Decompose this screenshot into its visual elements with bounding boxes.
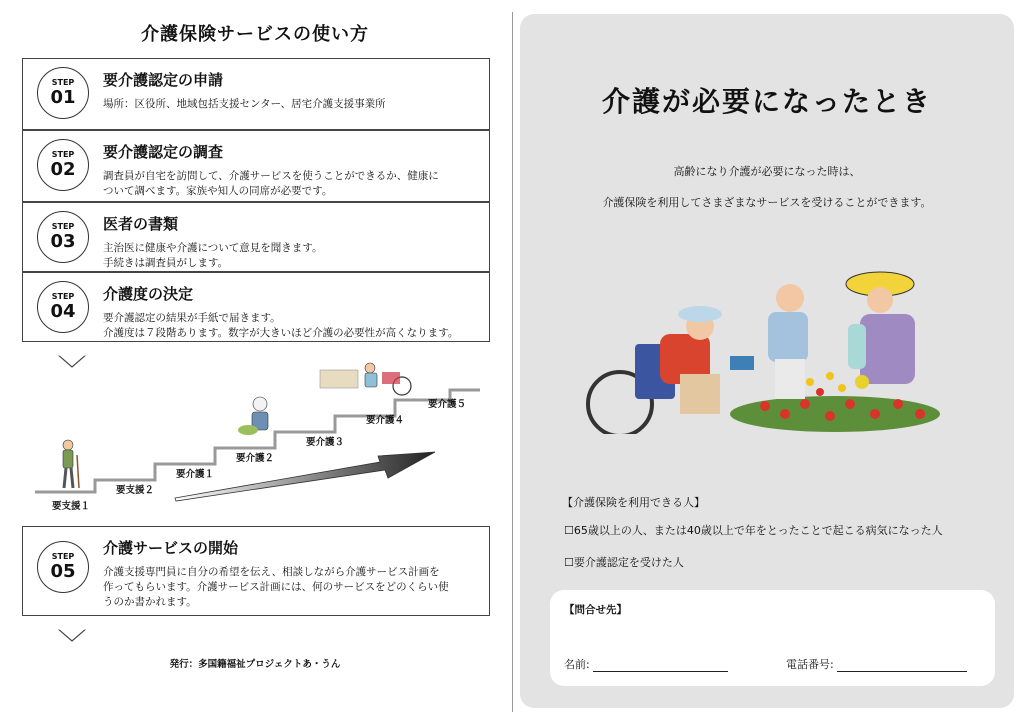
stairs-graphic — [30, 360, 500, 520]
level-label: 要介護４ — [366, 415, 405, 426]
step-04 — [22, 272, 490, 342]
step-description: 場所：区役所、地域包括支援センター、居宅介護支援事業所 — [103, 98, 386, 110]
step-05 — [22, 526, 490, 616]
page-divider — [512, 12, 513, 712]
eligibility-item: ☐要介護認定を受けた人 — [564, 556, 684, 569]
phone-field[interactable]: 電話番号: — [786, 656, 967, 672]
page-title: 介護保険サービスの使い方 — [141, 24, 369, 45]
elderly-seated-icon — [238, 397, 268, 435]
wheelchair-icon — [320, 363, 411, 395]
name-field[interactable]: 名前: — [564, 656, 728, 672]
contact-heading: 【問合せ先】 — [564, 604, 627, 616]
phone-blank-line[interactable] — [837, 659, 967, 672]
step-badge: STEP 05 — [37, 541, 89, 593]
step-title: 医者の書類 — [103, 215, 179, 233]
cover-title: 介護が必要になったとき — [601, 85, 932, 118]
right-page — [520, 14, 1014, 708]
contact-box — [550, 590, 995, 686]
level-label: 要支援１ — [52, 501, 91, 512]
eligibility-heading: 【介護保険を利用できる人】 — [562, 496, 705, 509]
publisher-footer: 発行：多国籍福祉プロジェクトあ・うん — [169, 659, 341, 670]
step-title: 介護サービスの開始 — [103, 539, 239, 557]
name-blank-line[interactable] — [593, 659, 728, 672]
intro-text: 高齢になり介護が必要になった時は、 介護保険を利用してさまざまなサービスを受けることができます。 — [602, 165, 932, 209]
level-label: 要介護２ — [236, 453, 275, 464]
step-description: 主治医に健康や介護について意見を聞きます。 手続きは調査員がします。 — [103, 242, 323, 269]
step-title: 要介護認定の調査 — [103, 143, 224, 161]
level-label: 要介護３ — [306, 437, 345, 448]
step-description: 調査員が自宅を訪問して、介護サービスを使うことができるか、健康に ついて調べます。家族や知人の同席が必要です。 — [103, 170, 439, 197]
care-level-stairs — [30, 360, 500, 520]
step-01 — [22, 58, 490, 130]
step-title: 介護度の決定 — [103, 285, 194, 303]
eligibility-item: ☐65歳以上の人、または40歳以上で年をとったことで起こる病気になった人 — [564, 524, 943, 537]
step-badge: STEP 01 — [37, 67, 89, 119]
step-description: 要介護認定の結果が手紙で届きます。 介護度は７段階あります。数字が大きいほど介護の必要性が高くなります。 — [103, 312, 459, 339]
step-badge: STEP 02 — [37, 139, 89, 191]
step-title: 要介護認定の申請 — [103, 71, 224, 89]
step-02 — [22, 130, 490, 202]
level-label: 要支援２ — [116, 485, 155, 496]
step-03 — [22, 202, 490, 272]
elderly-walking-icon — [63, 440, 79, 488]
step-badge: STEP 03 — [37, 211, 89, 263]
left-page — [0, 0, 510, 724]
step-badge: STEP 04 — [37, 281, 89, 333]
step-description: 介護支援専門員に自分の希望を伝え、相談しながら介護サービス計画を 作ってもらいます。介護サービス計画には、何のサービスをどのくらい使 うのか書かれます。 — [103, 566, 449, 608]
level-label: 要介護５ — [428, 399, 467, 410]
level-label: 要介護１ — [176, 469, 215, 480]
gardening-elders-illustration — [580, 264, 960, 434]
